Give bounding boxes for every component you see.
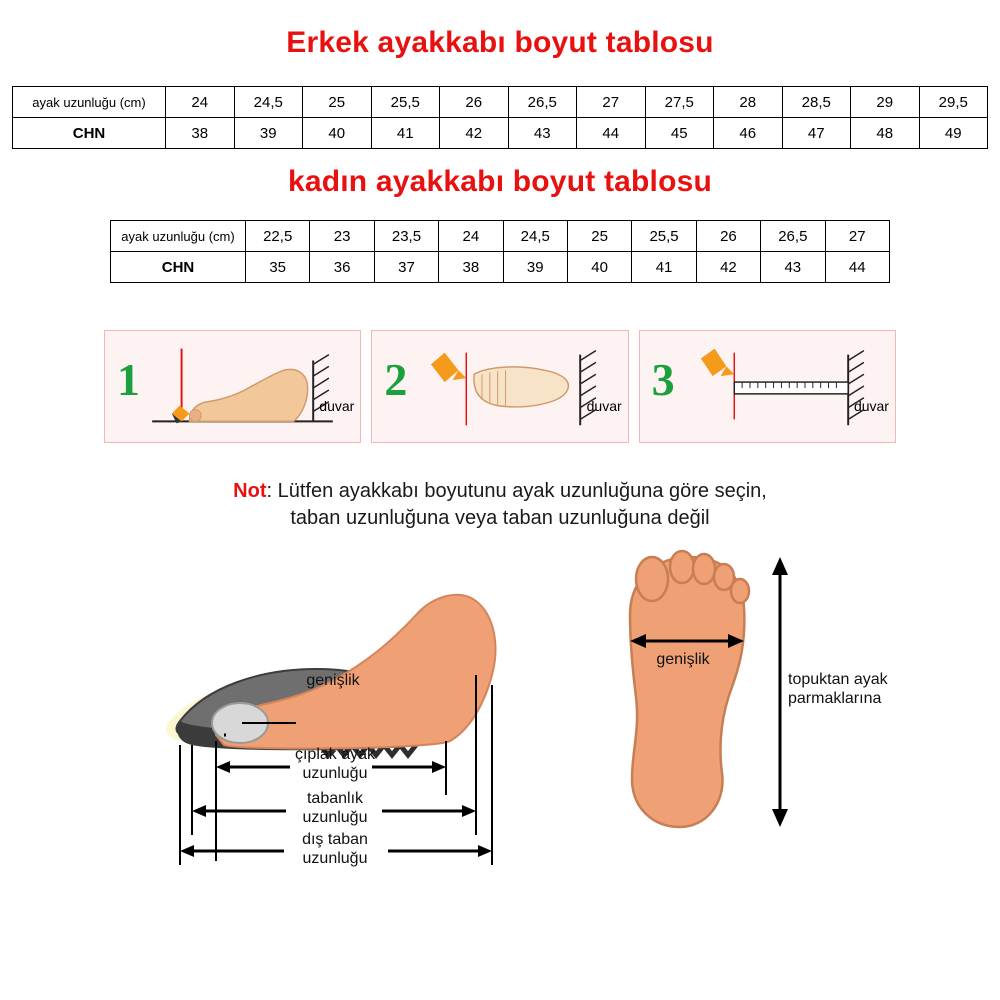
step-2-illustration <box>372 331 627 442</box>
row-header-chn: CHN <box>111 252 246 283</box>
note-line-1-text: : Lütfen ayakkabı boyutunu ayak uzunluğuna göre seçin, <box>266 480 767 502</box>
table-cell: 48 <box>851 118 920 149</box>
insole-length-line2: uzunluğu <box>302 809 368 827</box>
men-size-chart-title: Erkek ayakkabı boyut tablosu <box>286 26 714 59</box>
table-cell: 25 <box>567 221 631 252</box>
table-cell: 43 <box>761 252 825 283</box>
table-cell: 22,5 <box>246 221 310 252</box>
table-cell: 45 <box>645 118 714 149</box>
heel-to-toe-line2: parmaklarına <box>788 690 882 708</box>
heel-to-toe-line1: topuktan ayak <box>788 671 888 688</box>
note-line-1 <box>0 478 1000 505</box>
insole-length-label <box>270 789 400 827</box>
table-cell: 44 <box>577 118 646 149</box>
table-cell: 27 <box>825 221 889 252</box>
top-width-label: genişlik <box>656 651 710 668</box>
bare-foot-length-line1: çıplak ayak <box>294 746 376 763</box>
table-cell: 27,5 <box>645 87 714 118</box>
table-cell: 40 <box>567 252 631 283</box>
table-row <box>13 118 988 149</box>
step-1-illustration <box>105 331 360 442</box>
table-row <box>111 252 890 283</box>
note-text <box>0 478 1000 532</box>
measurement-steps <box>104 330 896 443</box>
table-cell: 29 <box>851 87 920 118</box>
wall-label: duvar <box>319 398 355 414</box>
table-cell: 49 <box>919 118 988 149</box>
table-cell: 37 <box>374 252 438 283</box>
women-size-chart-title: kadın ayakkabı boyut tablosu <box>287 165 713 198</box>
table-cell: 25 <box>303 87 372 118</box>
step-number: 2 <box>384 354 408 405</box>
heel-to-toe-label <box>788 670 938 708</box>
men-size-table <box>12 86 988 149</box>
outsole-length-line2: uzunluğu <box>302 850 368 868</box>
table-cell: 27 <box>577 87 646 118</box>
table-cell: 29,5 <box>919 87 988 118</box>
measurement-step-3 <box>639 330 896 443</box>
table-cell: 26,5 <box>761 221 825 252</box>
table-cell: 25,5 <box>371 87 440 118</box>
foot-top-diagram <box>590 545 920 845</box>
side-width-label: genişlik <box>306 672 360 689</box>
step-number: 3 <box>651 354 675 405</box>
table-cell: 35 <box>246 252 310 283</box>
table-cell: 47 <box>782 118 851 149</box>
table-cell: 36 <box>310 252 374 283</box>
wall-label: duvar <box>586 398 622 414</box>
table-cell: 25,5 <box>632 221 696 252</box>
table-cell: 24,5 <box>234 87 303 118</box>
outsole-length-line1: dış taban <box>302 831 368 848</box>
table-cell: 44 <box>825 252 889 283</box>
measurement-step-2 <box>371 330 628 443</box>
table-cell: 24 <box>166 87 235 118</box>
note-strong-label: Not <box>233 480 267 502</box>
note-line-2: taban uzunluğuna veya taban uzunluğuna değil <box>290 507 710 529</box>
bare-foot-length-label <box>270 745 400 783</box>
wall-label: duvar <box>853 398 889 414</box>
measurement-step-1 <box>104 330 361 443</box>
insole-length-line1: tabanlık <box>306 790 364 807</box>
table-cell: 39 <box>503 252 567 283</box>
row-header-foot-length: ayak uzunluğu (cm) <box>13 87 166 118</box>
table-cell: 28 <box>714 87 783 118</box>
table-cell: 38 <box>439 252 503 283</box>
row-header-chn: CHN <box>13 118 166 149</box>
table-cell: 23 <box>310 221 374 252</box>
table-cell: 24,5 <box>503 221 567 252</box>
table-cell: 41 <box>632 252 696 283</box>
table-cell: 41 <box>371 118 440 149</box>
row-header-foot-length: ayak uzunluğu (cm) <box>111 221 246 252</box>
step-3-illustration <box>640 331 895 442</box>
table-cell: 42 <box>440 118 509 149</box>
foot-side-diagram <box>120 545 540 885</box>
table-cell: 43 <box>508 118 577 149</box>
outsole-length-label <box>270 830 400 868</box>
table-cell: 26,5 <box>508 87 577 118</box>
table-row <box>13 87 988 118</box>
table-cell: 46 <box>714 118 783 149</box>
table-cell: 38 <box>166 118 235 149</box>
table-cell: 26 <box>696 221 760 252</box>
table-cell: 24 <box>439 221 503 252</box>
table-cell: 28,5 <box>782 87 851 118</box>
table-cell: 26 <box>440 87 509 118</box>
table-row <box>111 221 890 252</box>
table-cell: 23,5 <box>374 221 438 252</box>
step-number: 1 <box>117 354 140 405</box>
women-size-table <box>110 220 890 283</box>
table-cell: 42 <box>696 252 760 283</box>
table-cell: 40 <box>303 118 372 149</box>
table-cell: 39 <box>234 118 303 149</box>
bare-foot-length-line2: uzunluğu <box>302 765 368 783</box>
